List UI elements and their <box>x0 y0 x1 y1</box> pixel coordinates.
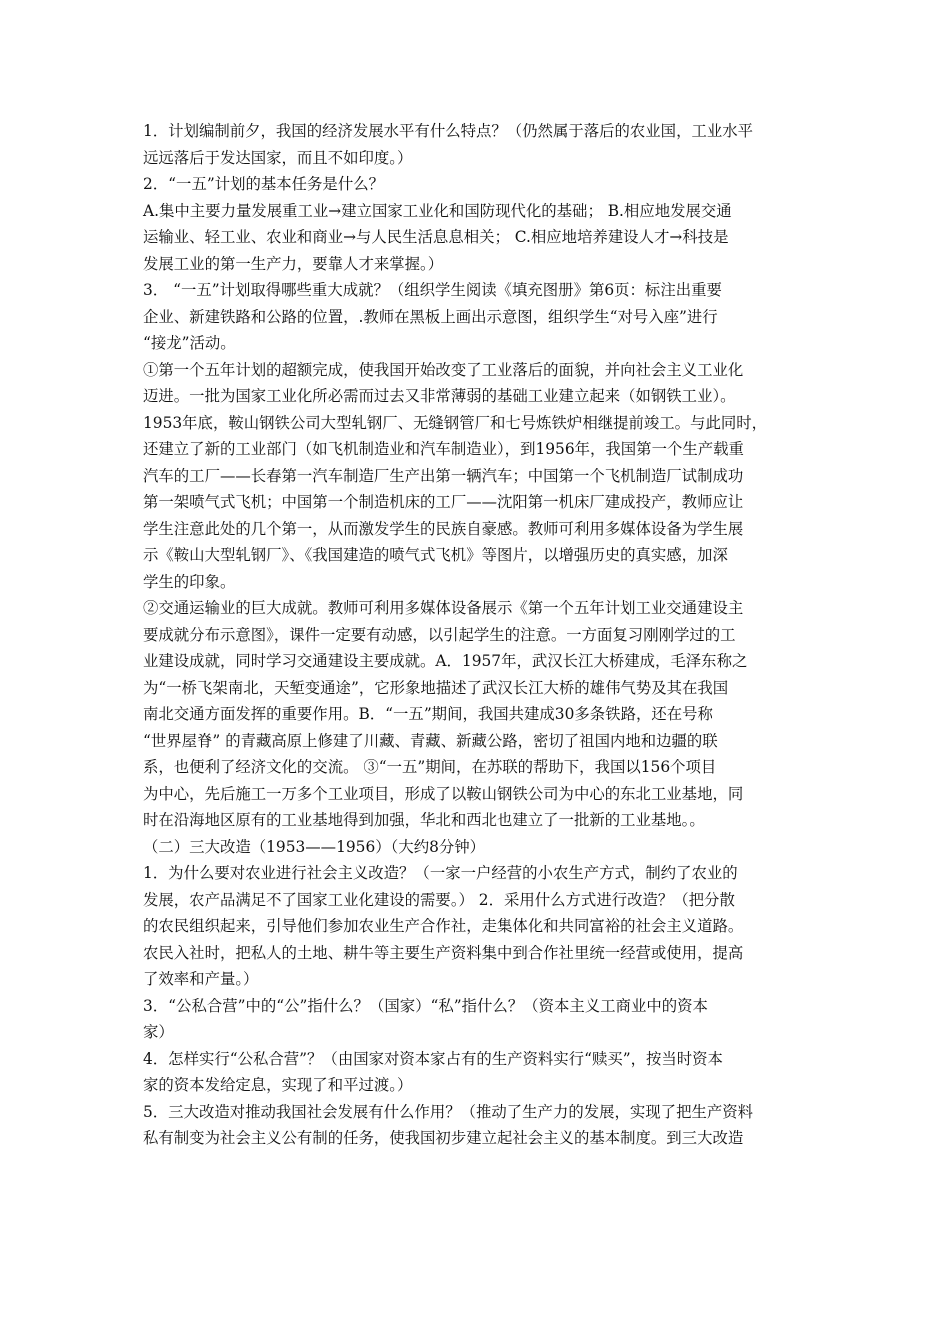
text-line: 远远落后于发达国家，而且不如印度。） <box>143 148 413 167</box>
text-line: （二）三大改造（1953——1956）（大约8分钟） <box>143 837 486 856</box>
text-line: 为“一桥飞架南北，天堑变通途”，它形象地描述了武汉长江大桥的雄伟气势及其在我国 <box>143 678 729 697</box>
text-line: 农民入社时，把私人的土地、耕牛等主要生产资料集中到合作社里统一经营或使用，提高 <box>143 943 744 962</box>
text-line: 5．三大改造对推动我国社会发展有什么作用？（推动了生产力的发展，实现了把生产资料 <box>143 1102 754 1121</box>
text-line: 业建设成就，同时学习交通建设主要成就。A．1957年，武汉长江大桥建成，毛泽东称之 <box>143 652 748 670</box>
text-line: 3．“公私合营”中的“公”指什么？（国家）“私”指什么？（资本主义工商业中的资本 <box>143 996 708 1015</box>
text-line: 学生的印象。 <box>143 572 236 591</box>
text-line: ②交通运输业的巨大成就。教师可利用多媒体设备展示《第一个五年计划工业交通建设主 <box>143 599 744 617</box>
text-line: “接龙”活动。 <box>143 334 236 352</box>
text-line: “世界屋脊” 的青藏高原上修建了川藏、青藏、新藏公路，密切了祖国内地和边疆的联 <box>143 731 718 750</box>
text-line: 家的资本发给定息，实现了和平过渡。） <box>143 1076 413 1094</box>
text-line: 示《鞍山大型轧钢厂》、《我国建造的喷气式飞机》等图片，以增强历史的真实感，加深 <box>143 546 728 564</box>
text-line: 3． “一五”计划取得哪些重大成就？（组织学生阅读《填充图册》第6页：标注出重要 <box>143 281 722 299</box>
text-line: 为中心，先后施工一万多个工业项目，形成了以鞍山钢铁公司为中心的东北工业基地，同 <box>143 784 744 803</box>
text-line: ①第一个五年计划的超额完成，使我国开始改变了工业落后的面貌，并向社会主义工业化 <box>143 360 744 379</box>
text-line: 时在沿海地区原有的工业基地得到加强，华北和西北也建立了一批新的工业基地。。 <box>143 811 705 829</box>
text-line: 汽车的工厂——长春第一汽车制造厂生产出第一辆汽车；中国第一个飞机制造厂试制成功 <box>143 466 744 485</box>
text-line: 第一架喷气式飞机；中国第一个制造机床的工厂——沈阳第一机床厂建成投产，教师应让 <box>143 493 744 511</box>
text-line: 家） <box>143 1023 174 1041</box>
text-line: 1953年底，鞍山钢铁公司大型轧钢厂、无缝钢管厂和七号炼铁炉相继提前竣工。与此同时， <box>143 413 768 432</box>
text-line: 发展工业的第一生产力，要靠人才来掌握。） <box>143 254 444 273</box>
text-line: 运输业、轻工业、农业和商业→与人民生活息息相关； C.相应地培养建设人才→科技是 <box>143 228 729 246</box>
document-body <box>143 118 808 1152</box>
text-line: 的农民组织起来，引导他们参加农业生产合作社，走集体化和共同富裕的社会主义道路。 <box>143 917 744 935</box>
text-line: A.集中主要力量发展重工业→建立国家工业化和国防现代化的基础； B.相应地发展交通 <box>143 201 732 220</box>
text-line: 学生注意此处的几个第一，从而激发学生的民族自豪感。教师可利用多媒体设备为学生展 <box>143 519 744 538</box>
text-line: 私有制变为社会主义公有制的任务，使我国初步建立起社会主义的基本制度。到三大改造 <box>143 1129 744 1147</box>
text-line: 了效率和产量。） <box>143 970 259 988</box>
text-line: 系，也便利了经济文化的交流。 ③“一五”期间，在苏联的帮助下，我国以156个项目 <box>143 758 717 776</box>
text-line: 4．怎样实行“公私合营”？（由国家对资本家占有的生产资料实行“赎买”，按当时资本 <box>143 1049 723 1068</box>
text-line: 迈进。一批为国家工业化所必需而过去又非常薄弱的基础工业建立起来（如钢铁工业）。 <box>143 387 736 405</box>
text-line: 发展，农产品满足不了国家工业化建设的需要。） 2．采用什么方式进行改造？（把分散 <box>143 890 735 909</box>
text-line: 要成就分布示意图》，课件一定要有动感，以引起学生的注意。一方面复习刚刚学过的工 <box>143 625 736 644</box>
text-line: 企业、新建铁路和公路的位置，.教师在黑板上画出示意图，组织学生“对号入座”进行 <box>143 307 718 326</box>
text-line: 还建立了新的工业部门（如飞机制造业和汽车制造业），到1956年，我国第一个生产载重 <box>143 440 744 458</box>
text-line: 1．计划编制前夕，我国的经济发展水平有什么特点？（仍然属于落后的农业国，工业水平 <box>143 122 754 140</box>
text-line: 2．“一五”计划的基本任务是什么？ <box>143 175 384 193</box>
text-line: 1．为什么要对农业进行社会主义改造？（一家一户经营的小农生产方式，制约了农业的 <box>143 864 738 882</box>
text-line: 南北交通方面发挥的重要作用。B．“一五”期间，我国共建成30多条铁路，还在号称 <box>143 705 713 723</box>
